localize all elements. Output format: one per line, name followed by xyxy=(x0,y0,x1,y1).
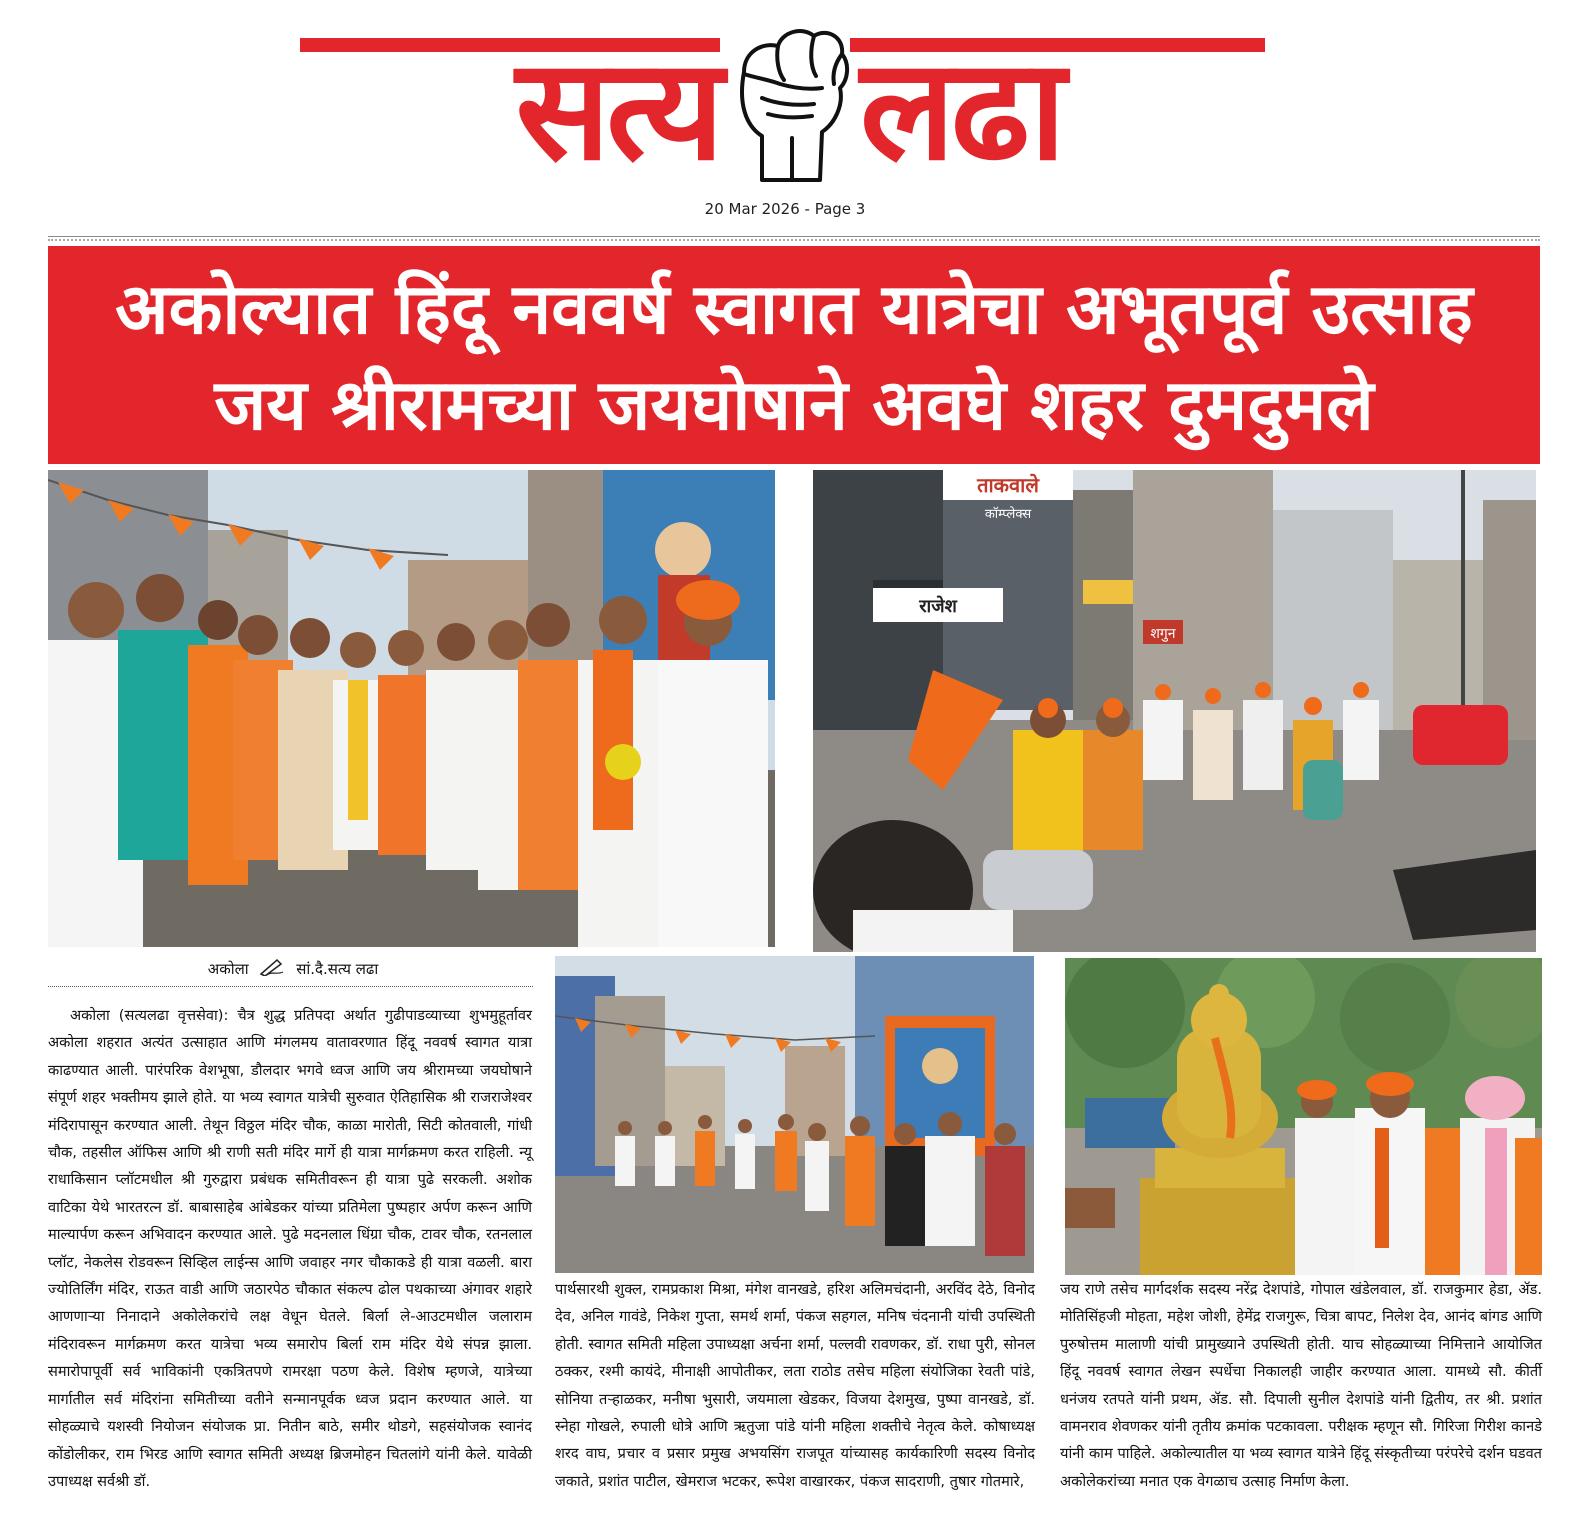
masthead-title-right: लढा xyxy=(860,28,1063,192)
shop-sign-rajesh: राजेश xyxy=(919,596,957,617)
article-column-2: पार्थसारथी शुक्ल, रामप्रकाश मिश्रा, मंगेश वानखडे, हरिश अलिमचंदानी, अरविंद देठे, विनोद देव, अनिल गावंडे, निकेश गुप्ता, समर्थ शर्मा, पंकज सहगल, मनिष चंदनानी यांची उपस्थिती होती. स्वागत समिती महिला उपाध्यक्षा अर्चना शर्मा, पल्लवी रावणकर, डॉ. राधा पुरी, सोनल ठक्कर, रश्मी कायंदे, मीनाक्षी आपोतीकर, लता राठोड तसेच महिला संयोजिका रेवती पांडे, सोनिया तऱ्हाळकर, मनीषा भुसारी, जयमाला खेडकर, विजया देशमुख, पुष्पा वानखडे, डॉ. स्नेहा गोखले, रुपाली धोत्रे आणि ऋतुजा पांडे यांनी महिला शक्तीचे नेतृत्व केले. कोषाध्यक्ष शरद वाघ, प्रचार व प्रसार प्रमुख अभयसिंग राजपूत यांच्यासह कार्यकारिणी सदस्य विनोद जकाते, प्रशांत पाटील, खेमराज भटकर, रूपेश वाखारकर, पंकज सादराणी, तुषार गोतमारे, xyxy=(555,1281,1035,1490)
pen-icon xyxy=(259,958,285,980)
byline-divider xyxy=(48,986,533,987)
raised-fist-icon xyxy=(722,14,854,184)
article-column-3: जय राणे तसेच मार्गदर्शक सदस्य नरेंद्र देशपांडे, गोपाल खंडेलवाल, डॉ. राजकुमार हेडा, ॲड. मोतिसिंहजी मोहता, महेश जोशी, हेमेंद्र राजगुरू, चित्रा बापट, निलेश देव, आनंद बांगड आणि पुरुषोत्तम मालाणी यांची प्रामुख्याने उपस्थिती होती. याच सोहळ्याच्या निमित्ताने आयोजित हिंदू नववर्ष स्वागत लेखन स्पर्धेचा निकालही जाहीर करण्यात आला. यामध्ये सौ. कीर्ती धनंजय रतपते यांनी प्रथम, ॲड. सौ. दिपाली सुनील देशपांडे यांनी द्वितीय, तर श्री. प्रशांत वामनराव शेवणकर यांनी तृतीय क्रमांक पटकावला. परीक्षक म्हणून सौ. गिरिजा गिरीश कानडे यांनी काम पाहिले. अकोल्यातील या भव्य स्वागत यात्रेने हिंदू संस्कृतीच्या परंपरेचे दर्शन घडवत अकोलेकरांच्या मनात एक वेगळाच उत्साह निर्माण केला. xyxy=(1060,1281,1542,1490)
byline-source: सां.दै.सत्य लढा xyxy=(296,960,379,978)
shop-sign-takwale: ताकवाले xyxy=(977,473,1039,497)
byline-place: अकोला xyxy=(207,960,249,978)
masthead-title-left: सत्य xyxy=(515,28,720,192)
shop-sign-complex: कॉम्प्लेक्स xyxy=(984,507,1032,522)
divider xyxy=(48,236,1540,241)
headline-line-1: अकोल्यात हिंदू नववर्ष स्वागत यात्रेचा अभूतपूर्व उत्साह xyxy=(115,268,1473,350)
headline-banner xyxy=(48,246,1540,464)
headline-line-2: जय श्रीरामच्या जयघोषाने अवघे शहर दुमदुमले xyxy=(214,364,1374,446)
article-column-1: अकोला (सत्यलढा वृत्तसेवा): चैत्र शुद्ध प्रतिपदा अर्थात गुढीपाडव्याच्या शुभमुहूर्तावर अकोला शहरात अत्यंत उत्साहात आणि मंगलमय वातावरणात हिंदू नववर्ष स्वागत यात्रा काढण्यात आली. पारंपरिक वेशभूषा, डौलदार भगवे ध्वज आणि जय श्रीरामच्या जयघोषाने संपूर्ण शहर भक्तीमय झाले होते. या भव्य स्वागत यात्रेची सुरुवात ऐतिहासिक श्री राजराजेश्वर मंदिरापासून करण्यात आली. तेथून विठ्ठल मंदिर चौक, काळा मारोती, सिटी कोतवाली, गांधी चौक, तहसील ऑफिस आणि श्री राणी सती मंदिर मार्गे ही यात्रा मार्गक्रमण करत राहिली. न्यू राधाकिसान प्लॉटमधील श्री गुरुद्वारा प्रबंधक समितीवरून ही यात्रा पुढे सरकली. अशोक वाटिका येथे भारतरत्न डॉ. बाबासाहेब आंबेडकर यांच्या प्रतिमेला पुष्पहार अर्पण करून आणि माल्यार्पण करून अभिवादन करण्यात आले. पुढे मदनलाल धिंग्रा चौक, टावर चौक, रतनलाल प्लॉट, नेकलेस रोडवरून सिव्हिल लाईन्स आणि जवाहर नगर चौकाकडे ही यात्रा वळली. बारा ज्योतिर्लिंग मंदिर, राऊत वाडी आणि जठारपेठ चौकात संकल्प ढोल पथकाच्या अंगावर शहारे आणणाऱ्या निनादाने अकोलेकरांचे लक्ष वेधून घेतले. बिर्ला ले-आउटमधील जलाराम मंदिरावरून मार्गक्रमण करत यात्रेचा भव्य समारोप बिर्ला राम मंदिर येथे संपन्न झाला. समारोपापूर्वी सर्व भाविकांनी एकत्रितपणे रामरक्षा पठण केले. विशेष म्हणजे, यात्रेच्या मार्गातील सर्व मंदिरांना समितीच्या वतीने सन्मानपूर्वक ध्वज प्रदान करण्यात आले. या सोहळ्याचे यशस्वी नियोजन संयोजक प्रा. नितीन बाठे, समीर थोडगे, सहसंयोजक स्वानंद कोंडोलीकर, राम भिरड आणि स्वागत समिती अध्यक्ष ब्रिजमोहन चितलांगे यांनी केले. यावेळी उपाध्यक्ष सर्वश्री डॉ. xyxy=(48,1007,532,1490)
dateline: 20 Mar 2026 - Page 3 xyxy=(704,200,866,218)
photo-group-dignitaries xyxy=(48,470,775,947)
photo-statue-tribute xyxy=(1065,958,1542,1275)
photo-bike-rally xyxy=(813,470,1536,952)
masthead xyxy=(0,0,1577,200)
byline xyxy=(48,958,538,988)
shop-sign-shagun: शगुन xyxy=(1150,626,1176,642)
photo-street-procession xyxy=(555,956,1034,1273)
